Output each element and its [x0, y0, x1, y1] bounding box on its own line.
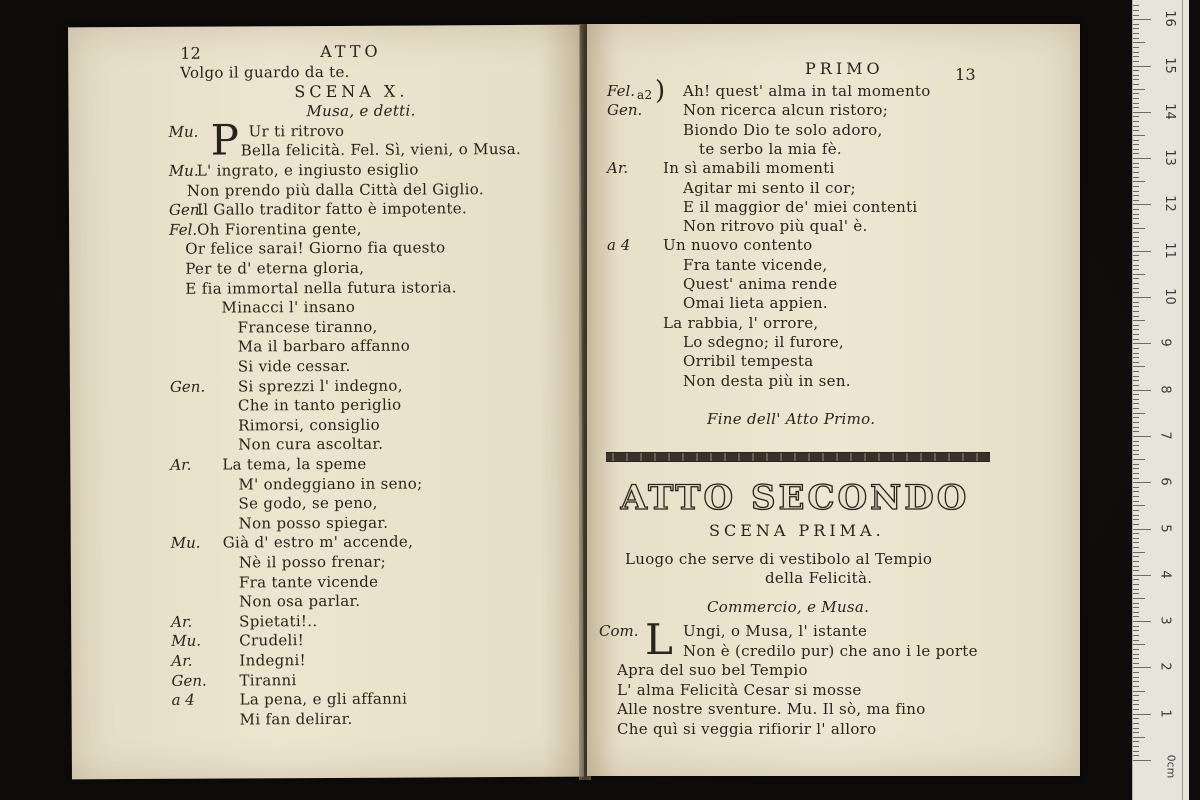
ruler-tick [1133, 686, 1139, 687]
verse-line: Quest' anima rende [683, 275, 838, 293]
verse-line: Lo sdegno; il furore, [683, 332, 844, 351]
ruler-tick [1133, 751, 1139, 752]
ruler-tick [1133, 538, 1139, 539]
ruler-tick [1133, 487, 1139, 488]
ruler-tick [1133, 667, 1151, 668]
ruler-tick [1133, 459, 1145, 460]
verse-line: Fra tante vicende [238, 572, 379, 592]
ruler-tick [1133, 658, 1139, 659]
speaker-label: Ar. [607, 159, 629, 178]
ruler-tick [1133, 695, 1139, 696]
ruler-tick [1133, 681, 1139, 682]
verse-line: te serbo la mia fè. [699, 139, 842, 158]
ruler-tick [1133, 343, 1151, 344]
ruler-tick [1133, 732, 1139, 733]
speaker-label: a 4 [171, 690, 195, 710]
ruler-tick [1133, 390, 1151, 391]
ruler-tick [1133, 163, 1139, 164]
verse-line: Non osa parlar. [238, 592, 361, 611]
verse-line: Non ritrovo più qual' è. [683, 217, 868, 236]
verse-line: Che in tanto periglio [237, 395, 402, 415]
ruler-tick [1133, 737, 1145, 738]
verse-line: Tiranni [239, 670, 297, 690]
end-of-act: Fine dell' Atto Primo. [707, 410, 876, 428]
ruler-tick [1133, 144, 1139, 145]
ruler-tick [1133, 649, 1139, 650]
ruler-tick [1133, 408, 1139, 409]
speaker-label: Gen. [168, 200, 205, 220]
running-head-right: PRIMO [805, 59, 884, 78]
verse-line: Non desta più in sen. [683, 371, 851, 390]
ruler-number: 16 [1161, 10, 1177, 27]
verse-line: La tema, la speme [222, 454, 367, 474]
ruler-tick [1133, 302, 1139, 303]
ruler-tick [1133, 575, 1151, 576]
speaker-label: Ar. [171, 651, 193, 670]
act-title: ATTO SECONDO [620, 478, 970, 518]
ruler-tick [1133, 103, 1139, 104]
ruler-number: 13 [1161, 149, 1177, 166]
ruler-tick [1133, 478, 1139, 479]
speaker-label: Gen. [171, 671, 207, 690]
ruler-tick [1133, 153, 1139, 154]
ruler-tick [1133, 714, 1151, 715]
ruler-tick [1133, 218, 1139, 219]
ruler-tick [1133, 269, 1139, 270]
ruler-tick [1133, 191, 1139, 192]
verse-line: Un nuovo contento [663, 236, 813, 255]
verse-line: Ah! quest' alma in tal momento [683, 82, 931, 100]
verse-line: Musa, e detti. [306, 101, 416, 121]
ruler-tick [1133, 552, 1145, 553]
ruler-tick [1133, 89, 1145, 90]
ruler-tick [1133, 366, 1145, 367]
ruler-tick [1133, 450, 1139, 451]
verse-line: Ur ti ritrovo [248, 121, 345, 141]
verse-line: Si sprezzi l' indegno, [237, 376, 403, 396]
ruler-number: 7 [1157, 431, 1173, 440]
ruler-tick [1133, 107, 1139, 108]
ruler-tick [1133, 519, 1139, 520]
measuring-ruler [1132, 0, 1189, 800]
ruler-tick [1133, 394, 1139, 395]
verse-line: La pena, e gli affanni [239, 689, 408, 709]
ruler-tick [1133, 417, 1139, 418]
ruler-tick [1133, 75, 1139, 76]
ruler-tick [1133, 5, 1139, 6]
verse-line: Alle nostre sventure. Mu. Il sò, ma fino [617, 700, 926, 719]
stage-direction-line-1: Luogo che serve di vestibolo al Tempio [625, 550, 933, 568]
ruler-tick [1133, 204, 1151, 205]
drop-cap-right: L [645, 615, 673, 664]
ruler-tick [1133, 566, 1139, 567]
ruler-tick [1133, 515, 1139, 516]
a2-marker: a2 [637, 88, 653, 102]
ruler-tick [1133, 385, 1139, 386]
ruler-tick [1133, 413, 1145, 414]
ruler-tick [1133, 320, 1145, 321]
ruler-tick [1133, 130, 1139, 131]
right-page [587, 24, 1080, 776]
ruler-tick [1133, 149, 1139, 150]
ruler-number: 8 [1157, 384, 1173, 394]
ruler-tick [1133, 292, 1139, 293]
ruler-number: 6 [1157, 477, 1173, 486]
ruler-tick [1133, 755, 1139, 756]
ruler-tick [1133, 167, 1139, 168]
ruler-tick [1133, 241, 1139, 242]
speaker-label: Fel. [607, 82, 636, 100]
ruler-tick [1133, 746, 1139, 747]
ruler-tick [1133, 672, 1139, 673]
ruler-tick [1133, 265, 1139, 266]
ruler-tick [1133, 584, 1139, 585]
ruler-number: 12 [1161, 195, 1177, 213]
ruler-tick [1133, 496, 1139, 497]
scene-title: SCENA PRIMA. [709, 521, 885, 540]
verse-line: Rimorsi, consiglio [238, 415, 380, 435]
stage-direction-line-2: della Felicità. [765, 569, 873, 587]
ruler-tick [1133, 598, 1145, 599]
ruler-tick [1133, 491, 1139, 492]
ruler-tick [1133, 223, 1139, 224]
verse-line: Biondo Dio te solo adoro, [683, 120, 883, 139]
ruler-tick [1133, 47, 1139, 48]
verse-line: Ma il barbaro affanno [237, 336, 411, 356]
verse-line: Non posso spiegar. [238, 513, 389, 533]
ruler-tick [1133, 709, 1139, 710]
ruler-tick [1133, 278, 1139, 279]
verse-line: Or felice sarai! Giorno fia questo [185, 238, 446, 259]
ruler-tick [1133, 228, 1145, 229]
verse-line: Per te d' eterna gloria, [185, 258, 365, 278]
ruler-tick [1133, 186, 1139, 187]
ruler-tick [1133, 570, 1139, 571]
ruler-tick [1133, 760, 1151, 761]
ruler-tick [1133, 677, 1139, 678]
ruler-tick [1133, 135, 1145, 136]
ruler-tick [1133, 533, 1139, 534]
ruler-tick [1133, 66, 1151, 67]
ruler-number: 14 [1161, 103, 1177, 120]
ruler-tick [1133, 589, 1139, 590]
verse-line: Non ricerca alcun ristoro; [683, 101, 889, 120]
ruler-tick [1133, 630, 1139, 631]
ruler-tick [1133, 640, 1139, 641]
verse-line: Che quì si veggia rifiorir l' alloro [617, 720, 877, 738]
verse-line: Spietati!.. [239, 611, 318, 631]
ruler-tick [1133, 718, 1139, 719]
ruler-tick [1133, 70, 1139, 71]
ruler-tick [1133, 274, 1145, 275]
ruler-tick [1133, 403, 1139, 404]
ruler-number: 2 [1157, 662, 1173, 672]
ruler-number: 4 [1157, 570, 1173, 579]
ruler-tick [1133, 464, 1139, 465]
ruler-tick [1133, 38, 1139, 39]
ruler-tick [1133, 10, 1139, 11]
ruler-tick [1133, 311, 1139, 312]
ruler-tick [1133, 612, 1139, 613]
ruler-tick [1133, 371, 1139, 372]
ruler-tick [1133, 510, 1139, 511]
verse-line: Apra del suo bel Tempio [617, 661, 808, 680]
ruler-tick [1133, 158, 1151, 159]
ruler-tick [1133, 445, 1139, 446]
ruler-tick [1133, 547, 1139, 548]
ruler-tick [1133, 529, 1151, 530]
page-number-right: 13 [955, 65, 976, 84]
ruler-tick [1133, 663, 1139, 664]
ruler-tick [1133, 380, 1139, 381]
verse-line: Indegni! [239, 651, 306, 670]
ruler-tick [1133, 112, 1151, 113]
verse-line: E il maggior de' miei contenti [683, 197, 918, 216]
ruler-tick [1133, 306, 1139, 307]
speaker-label: Mu. [168, 122, 199, 141]
page-number-left: 12 [180, 43, 202, 63]
speaker-label: Fel. [169, 220, 198, 239]
verse-line: Oh Fiorentina gente, [197, 219, 362, 239]
verse-line: La rabbia, l' orrore, [663, 313, 819, 332]
ruler-tick [1133, 616, 1139, 617]
ruler-number: 10 [1161, 288, 1177, 305]
ruler-tick [1133, 505, 1145, 506]
ruler-tick [1133, 246, 1139, 247]
verse-line: Fra tante vicende, [683, 255, 828, 274]
speaker-label: Gen. [607, 101, 643, 120]
ruler-tick [1133, 556, 1139, 557]
brace: ) [655, 76, 666, 106]
ruler-tick [1133, 635, 1139, 636]
verse-line: Si vide cessar. [237, 356, 351, 376]
speaker-label: Ar. [170, 455, 192, 474]
ruler-tick [1133, 19, 1151, 20]
verse-line: Se godo, se peno, [238, 493, 378, 513]
verse-line: Crudeli! [239, 631, 305, 650]
speaker-label: Gen. [169, 377, 206, 396]
verse-line: Non prendo più dalla Città del Giglio. [186, 179, 484, 200]
ruler-tick [1133, 56, 1139, 57]
ruler-tick [1133, 348, 1139, 349]
speaker-label: a 4 [607, 236, 631, 255]
ruler-tick [1133, 325, 1139, 326]
ruler-tick [1133, 334, 1139, 335]
ruler-tick [1133, 126, 1139, 127]
ruler-tick [1133, 654, 1139, 655]
ruler-unit-label: 0cm [1164, 754, 1178, 779]
verse-line: E fia immortal nella futura istoria. [185, 277, 457, 298]
ruler-tick [1133, 473, 1139, 474]
ruler-edge [1182, 0, 1183, 800]
ruler-tick [1133, 353, 1139, 354]
ruler-tick [1133, 140, 1139, 141]
ruler-number: 11 [1161, 241, 1177, 259]
verse-line: M' ondeggiano in seno; [238, 474, 423, 494]
ruler-tick [1133, 79, 1139, 80]
ruler-tick [1133, 329, 1139, 330]
speaker-label: Mu. [171, 632, 202, 651]
ruler-tick [1133, 482, 1151, 483]
ruler-tick [1133, 15, 1139, 16]
ruler-tick [1133, 644, 1145, 645]
ruler-tick [1133, 741, 1139, 742]
verse-line: Il Gallo traditor fatto è impotente. [196, 199, 468, 219]
ruler-tick [1133, 121, 1139, 122]
verse-line: SCENA X. [294, 81, 409, 101]
ruler-tick [1133, 209, 1139, 210]
ruler-tick [1133, 700, 1139, 701]
ruler-tick [1133, 214, 1139, 215]
ruler-number: 5 [1157, 523, 1173, 533]
ruler-tick [1133, 579, 1139, 580]
speaker-label: Ar. [171, 612, 193, 631]
ruler-tick [1133, 607, 1139, 608]
ruler-tick [1133, 84, 1139, 85]
ruler-tick [1133, 260, 1139, 261]
ruler-tick [1133, 172, 1139, 173]
ruler-tick [1133, 454, 1139, 455]
ruler-tick [1133, 28, 1139, 29]
verse-line: Non cura ascoltar. [238, 435, 384, 454]
ruler-tick [1133, 288, 1139, 289]
ruler-tick [1133, 436, 1151, 437]
verse-line: Bella felicità. Fel. Sì, vieni, o Musa. [240, 140, 522, 160]
ruler-tick [1133, 626, 1139, 627]
verse-line: L' alma Felicità Cesar si mosse [617, 680, 862, 699]
verse-line: Francese tiranno, [237, 317, 378, 337]
ruler-tick [1133, 704, 1139, 705]
left-page [68, 25, 584, 780]
ruler-tick [1133, 621, 1151, 622]
verse-line: Volgo il guardo da te. [180, 62, 350, 82]
ruler-tick [1133, 237, 1139, 238]
verse-line: Ungi, o Musa, l' istante [683, 622, 868, 640]
ruler-tick [1133, 33, 1139, 34]
ruler-tick [1133, 339, 1139, 340]
ruler-tick [1133, 362, 1139, 363]
ruler-tick [1133, 316, 1139, 317]
ruler-tick [1133, 728, 1139, 729]
ruler-tick [1133, 177, 1139, 178]
ruler-tick [1133, 195, 1139, 196]
verse-line: In sì amabili momenti [663, 159, 835, 178]
ruler-tick [1133, 422, 1139, 423]
ruler-tick [1133, 427, 1139, 428]
ruler-tick [1133, 399, 1139, 400]
ruler-tick [1133, 691, 1145, 692]
verse-line: Omai lieta appien. [683, 294, 828, 313]
ruler-tick [1133, 116, 1139, 117]
ruler-tick [1133, 431, 1139, 432]
characters-line: Commercio, e Musa. [707, 598, 870, 616]
ornamental-rule [606, 452, 990, 462]
speaker-label: Com. [599, 622, 639, 640]
ruler-tick [1133, 441, 1139, 442]
ruler-tick [1133, 524, 1139, 525]
speaker-label: Mu. [170, 534, 201, 553]
ruler-tick [1133, 232, 1139, 233]
verse-line: Mi fan delirar. [239, 709, 353, 729]
ruler-number: 15 [1161, 56, 1177, 74]
verse-line: Già d' estro m' accende, [222, 532, 414, 552]
ruler-tick [1133, 200, 1139, 201]
ruler-tick [1133, 52, 1139, 53]
speaker-label: Mu. [168, 161, 199, 180]
drop-cap-left: P [210, 115, 240, 165]
ruler-number: 9 [1157, 338, 1173, 347]
ruler-tick [1133, 181, 1145, 182]
ruler-tick [1133, 593, 1139, 594]
ruler-tick [1133, 98, 1139, 99]
ruler-tick [1133, 255, 1139, 256]
ruler-tick [1133, 42, 1145, 43]
ruler-number: 1 [1157, 709, 1173, 718]
verse-line: Agitar mi sento il cor; [683, 178, 856, 197]
ruler-tick [1133, 501, 1139, 502]
ruler-tick [1133, 61, 1139, 62]
ruler-tick [1133, 24, 1139, 25]
ruler-tick [1133, 376, 1139, 377]
ruler-tick [1133, 357, 1139, 358]
ruler-tick [1133, 93, 1139, 94]
verse-line: Nè il posso frenar; [238, 552, 386, 572]
ruler-tick [1133, 723, 1139, 724]
ruler-tick [1133, 542, 1139, 543]
ruler-number: 3 [1157, 616, 1173, 625]
ruler-tick [1133, 468, 1139, 469]
ruler-tick [1133, 297, 1151, 298]
ruler-tick [1133, 603, 1139, 604]
ruler-tick [1133, 283, 1139, 284]
verse-line: L' ingrato, e ingiusto esiglio [196, 160, 419, 180]
ruler-tick [1133, 561, 1139, 562]
verse-line: Orribil tempesta [683, 352, 814, 371]
ruler-tick [1133, 251, 1151, 252]
verse-line: Non è (credilo pur) che ano i le porte [683, 641, 978, 660]
running-head-left: ATTO [320, 41, 382, 62]
verse-line: Minacci l' insano [221, 298, 356, 317]
